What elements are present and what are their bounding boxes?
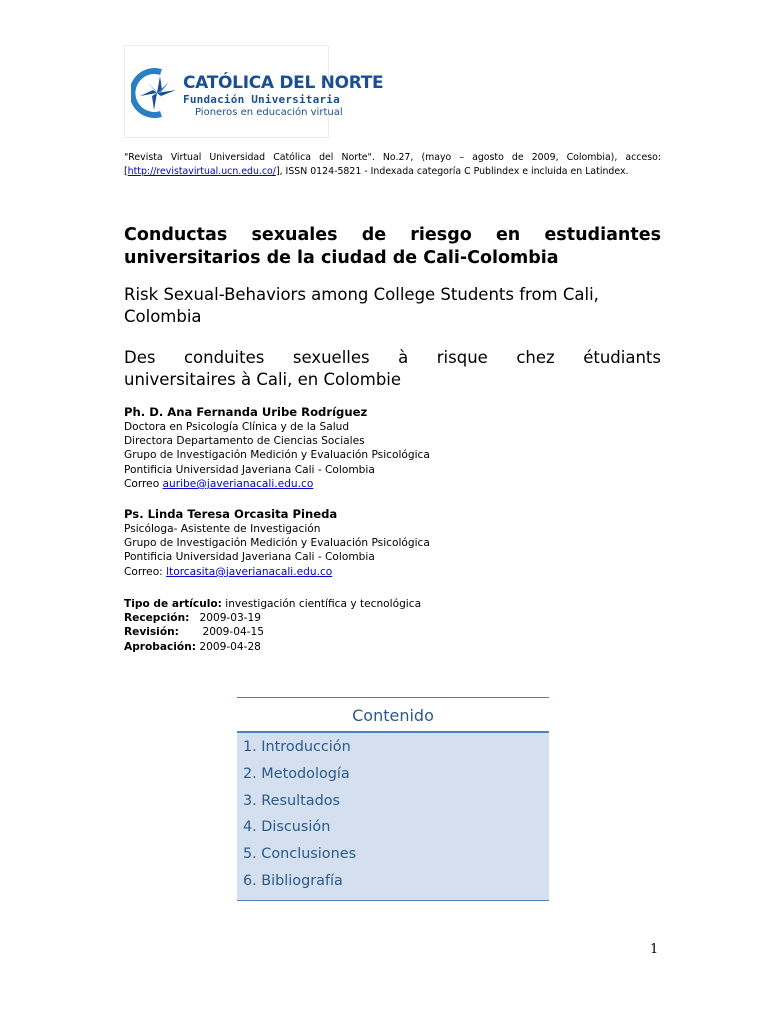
table-of-contents xyxy=(237,697,549,901)
author-affiliation: Pontificia Universidad Javeriana Cali - Colombia xyxy=(124,551,375,564)
title-english: Risk Sexual-Behaviors among College Students from Cali, Colombia xyxy=(124,285,599,326)
meta-article-type xyxy=(124,597,421,611)
meta-value: 2009-03-19 xyxy=(199,612,262,625)
citation-text-end: ], ISSN 0124-5821 - Indexada categoría C Publindex e incluida en Latindex. xyxy=(275,165,629,177)
title-french xyxy=(124,347,661,391)
meta-value: 2009-04-15 xyxy=(202,626,265,639)
institution-logo xyxy=(124,45,384,138)
logo-subtitle: Fundación Universitaria xyxy=(183,93,340,106)
meta-value: 2009-04-28 xyxy=(199,640,261,653)
title-spanish-line2: universitarios de la ciudad de Cali-Colombia xyxy=(124,248,559,268)
meta-label: Revisión: xyxy=(124,626,179,639)
meta-revised xyxy=(124,625,421,639)
author-name: Ps. Linda Teresa Orcasita Pineda xyxy=(124,507,338,521)
title-french-line1: Des conduites sexuelles à risque chez étudiants xyxy=(124,348,661,367)
citation-text-start: "Revista Virtual Universidad Católica del Norte". No.27, (mayo – agosto de 2009, Colombia), acceso: [ xyxy=(124,152,661,177)
toc-item-resultados[interactable]: 3. Resultados xyxy=(243,792,341,809)
title-spanish-line1: Conductas sexuales de riesgo en estudiantes xyxy=(124,225,661,245)
journal-link[interactable]: http://revistavirtual.ucn.edu.co/ xyxy=(127,165,276,177)
author-affiliation: Psicóloga- Asistente de Investigación xyxy=(124,523,321,535)
toc-list xyxy=(237,733,549,901)
meta-approved xyxy=(124,640,421,654)
toc-item-metodologia[interactable]: 2. Metodología xyxy=(243,765,350,782)
logo-name: CATÓLICA DEL NORTE xyxy=(183,73,384,93)
toc-item-introduccion[interactable]: 1. Introducción xyxy=(243,739,351,755)
page-number: 1 xyxy=(650,942,659,957)
title-spanish xyxy=(124,224,661,270)
toc-item-conclusiones[interactable]: 5. Conclusiones xyxy=(243,846,357,863)
toc-item-discusion[interactable]: 4. Discusión xyxy=(243,819,331,836)
author-email-link[interactable]: ltorcasita@javerianacali.edu.co xyxy=(166,565,333,578)
meta-label: Tipo de artículo: xyxy=(124,598,222,610)
author-name: Ph. D. Ana Fernanda Uribe Rodríguez xyxy=(124,405,368,419)
author-block-1 xyxy=(124,404,661,491)
email-label: Correo: xyxy=(124,565,167,578)
meta-received xyxy=(124,611,421,625)
author-email-link[interactable]: auribe@javerianacali.edu.co xyxy=(162,477,314,490)
author-affiliation: Directora Departamento de Ciencias Sociales xyxy=(124,435,365,448)
meta-label: Aprobación: xyxy=(124,640,196,653)
meta-value: investigación científica y tecnológica xyxy=(221,598,422,610)
compass-star-icon xyxy=(131,68,183,118)
logo-tagline: Pioneros en educación virtual xyxy=(195,107,343,118)
author-affiliation: Grupo de Investigación Medición y Evaluación Psicológica xyxy=(124,537,430,550)
author-email-line xyxy=(124,565,661,579)
author-block-2 xyxy=(124,506,661,579)
email-label: Correo xyxy=(124,477,163,490)
author-email-line xyxy=(124,477,661,491)
author-affiliation: Doctora en Psicología Clínica y de la Salud xyxy=(124,421,350,433)
article-metadata xyxy=(124,597,421,654)
toc-heading: Contenido xyxy=(237,697,549,733)
title-french-line2: universitaires à Cali, en Colombie xyxy=(124,370,402,389)
meta-label: Recepción: xyxy=(124,612,190,625)
author-affiliation: Grupo de Investigación Medición y Evaluación Psicológica xyxy=(124,449,430,462)
toc-item-bibliografia[interactable]: 6. Bibliografía xyxy=(243,872,343,889)
author-affiliation: Pontificia Universidad Javeriana Cali - Colombia xyxy=(124,463,375,476)
citation-block xyxy=(124,151,661,179)
